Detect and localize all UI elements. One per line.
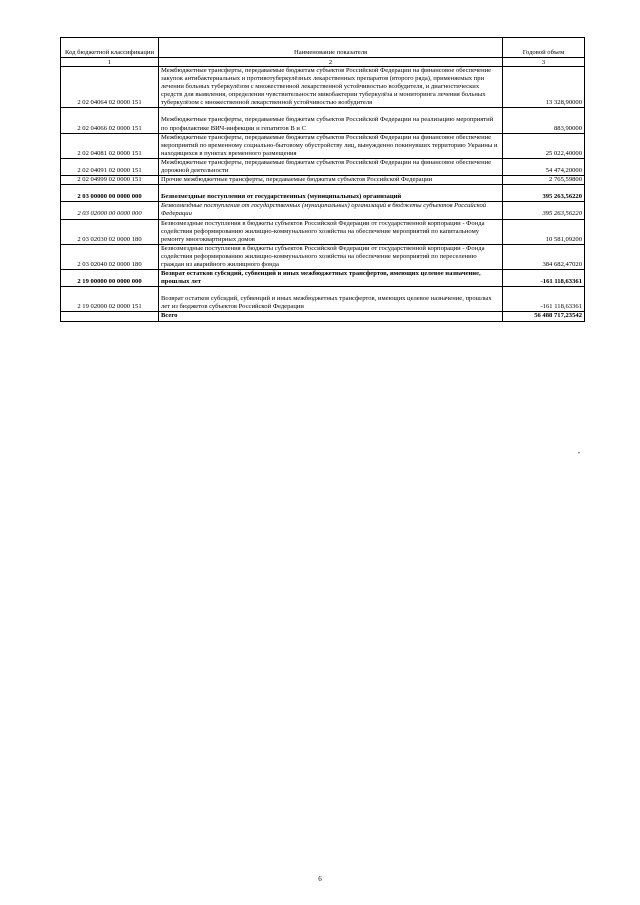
total-code	[61, 312, 159, 321]
table-row	[61, 108, 585, 133]
row-name: Межбюджетные трансферты, передаваемые бюджетам субъектов Российской Федерации на финансовое обеспечение мероприятий по временному социально-бытовому обустройству лиц, вынужденно покинувших территорию Украины и находящихся в пунктах временного размещения	[159, 133, 503, 158]
row-volume: -161 118,63361	[503, 287, 585, 312]
table-row	[61, 287, 585, 312]
row-name: Межбюджетные трансферты, передаваемые бюджетам субъектов Российской Федерации на финансовое обеспечение дорожной деятельности	[159, 158, 503, 175]
table-row	[61, 270, 585, 287]
row-volume: 2 765,59800	[503, 176, 585, 185]
row-name: Возврат остатков субсидий, субвенций и иных межбюджетных трансфертов, имеющих целевое назначение, прошлых лет	[159, 270, 503, 287]
table-row	[61, 219, 585, 244]
row-name: Безвозмездные поступления в бюджеты субъектов Российской Федерации от государственной корпорации - Фонда содействия реформированию жилищно-коммунального хозяйства на обеспечение мероприятий по капитальному ремонту многоквартирных домов	[159, 219, 503, 244]
table-header-row	[61, 38, 585, 58]
page-number: 6	[318, 875, 322, 883]
row-volume: 54 474,20000	[503, 158, 585, 175]
row-code: 2 02 04999 02 0000 151	[61, 176, 159, 185]
table-row	[61, 133, 585, 158]
row-code: 2 02 04064 02 0000 151	[61, 67, 159, 108]
table-row	[61, 202, 585, 219]
row-volume: 13 328,90000	[503, 67, 585, 108]
row-name: Межбюджетные трансферты, передаваемые бюджетам субъектов Российской Федерации на финансовое обеспечение закупок антибактериальных и противотуберкулёзных лекарственных препаратов (второго ряда), применяемых при лечении больных туберкулёзом с множественной лекарственной устойчивостью возбудителя, и диагностических средств для выявления, определения чувствительности микобактерии туберкулёза и мониторинга лечения больных туберкулёзом с множественной лекарственной устойчивостью возбудителя	[159, 67, 503, 108]
column-number: 1	[61, 58, 159, 67]
table-row	[61, 244, 585, 269]
column-number: 3	[503, 58, 585, 67]
row-code: 2 02 04091 02 0000 151	[61, 158, 159, 175]
header-code: Код бюджетной классификации	[61, 38, 159, 58]
row-code: 2 19 00000 00 0000 000	[61, 270, 159, 287]
row-code: 2 03 00000 00 0000 000	[61, 185, 159, 202]
row-code: 2 19 02000 02 0000 151	[61, 287, 159, 312]
table-row	[61, 176, 585, 185]
row-name: Безвозмездные поступления в бюджеты субъектов Российской Федерации от государственной корпорации - Фонда содействия реформированию жилищно-коммунального хозяйства на обеспечение мероприятий по переселению граждан из аварийного жилищного фонда	[159, 244, 503, 269]
row-name: Возврат остатков субсидий, субвенций и иных межбюджетных трансфертов, имеющих целевое назначение, прошлых лет из бюджетов субъектов Российской Федерации	[159, 287, 503, 312]
row-name: Безвозмездные поступления от государственных (муниципальных) организаций	[159, 185, 503, 202]
row-volume: 10 581,09200	[503, 219, 585, 244]
row-code: 2 02 04081 02 0000 151	[61, 133, 159, 158]
total-label: Всего	[159, 312, 503, 321]
row-code: 2 02 04066 02 0000 151	[61, 108, 159, 133]
row-name: Прочие межбюджетные трансферты, передаваемые бюджетам субъектов Российской Федерации	[159, 176, 503, 185]
row-code: 2 03 02040 02 0000 180	[61, 244, 159, 269]
header-name: Наименование показателя	[159, 38, 503, 58]
column-number-row	[61, 58, 585, 67]
table-row	[61, 158, 585, 175]
table-row	[61, 67, 585, 108]
row-volume: 384 682,47020	[503, 244, 585, 269]
row-name: Безвозмездные поступления от государственных (муниципальных) организаций в бюджеты субъектов Российской Федерации	[159, 202, 503, 219]
end-mark: "	[578, 452, 581, 458]
column-number: 2	[159, 58, 503, 67]
row-code: 2 03 02030 02 0000 180	[61, 219, 159, 244]
budget-revenue-table	[60, 37, 585, 322]
row-volume: 883,90000	[503, 108, 585, 133]
row-code: 2 03 02000 00 0000 000	[61, 202, 159, 219]
header-volume: Годовой объем	[503, 38, 585, 58]
row-volume: -161 118,63361	[503, 270, 585, 287]
table-body	[61, 67, 585, 312]
table-row	[61, 185, 585, 202]
row-volume: 395 263,56220	[503, 185, 585, 202]
total-row	[61, 312, 585, 321]
total-volume: 56 488 717,23542	[503, 312, 585, 321]
row-volume: 25 022,40000	[503, 133, 585, 158]
row-volume: 395 263,56220	[503, 202, 585, 219]
row-name: Межбюджетные трансферты, передаваемые бюджетам субъектов Российской Федерации на реализацию мероприятий по профилактике ВИЧ-инфекции и гепатитов В и С	[159, 108, 503, 133]
